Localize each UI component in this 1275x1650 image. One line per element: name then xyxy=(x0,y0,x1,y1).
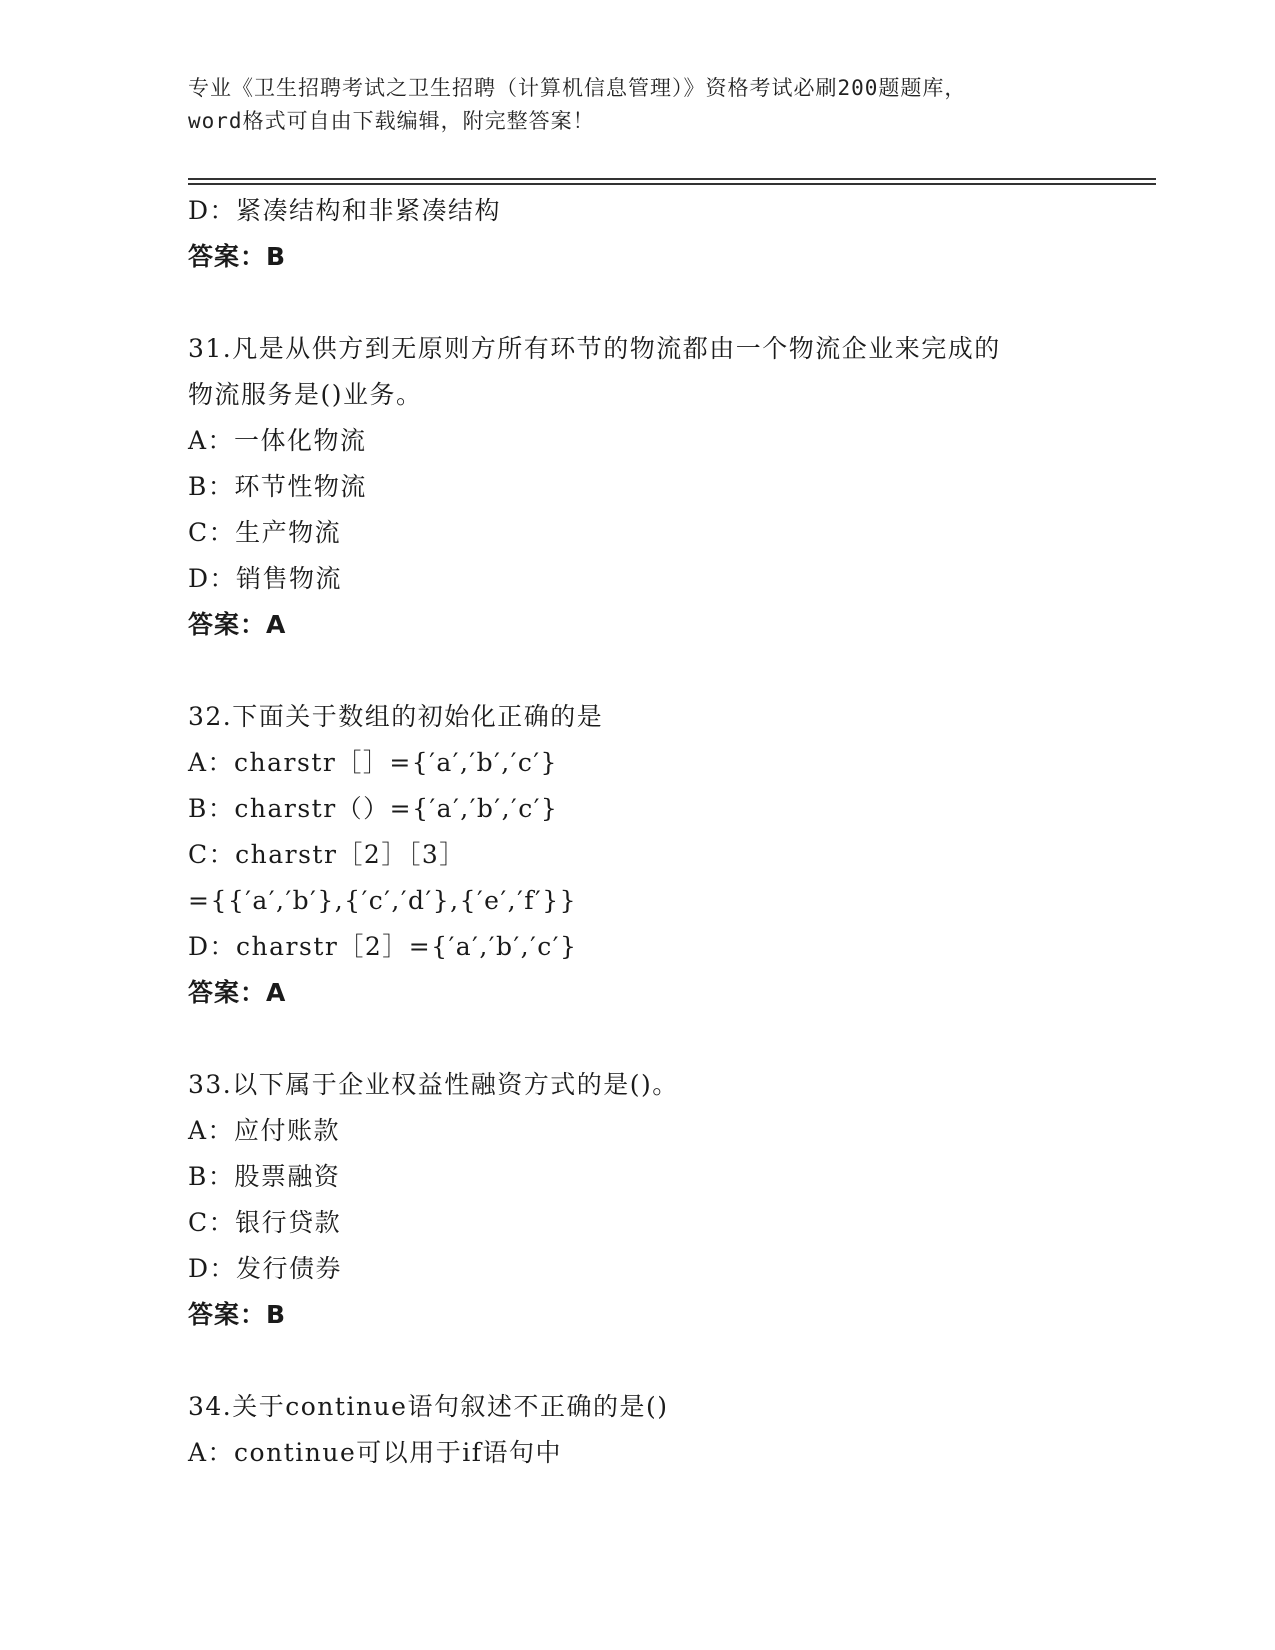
question-stem: 34.关于continue语句叙述不正确的是() xyxy=(188,1392,669,1421)
option-c: C：生产物流 xyxy=(188,518,342,547)
option-a: A：一体化物流 xyxy=(188,426,367,455)
question-stem: 32.下面关于数组的初始化正确的是 xyxy=(188,702,604,731)
option-a: A：应付账款 xyxy=(188,1116,341,1145)
option-d: D：紧凑结构和非紧凑结构 xyxy=(188,196,502,225)
option-a: A：continue可以用于if语句中 xyxy=(188,1438,562,1467)
question-34 xyxy=(188,1384,1148,1476)
option-d: D：charstr［2］={′a′,′b′,′c′} xyxy=(188,932,578,961)
header-line-2: word格式可自由下载编辑，附完整答案！ xyxy=(188,109,595,133)
answer: 答案：A xyxy=(188,978,287,1007)
header-rule-top xyxy=(188,178,1156,180)
question-stem-continued: 物流服务是()业务。 xyxy=(188,380,423,409)
answer: 答案：B xyxy=(188,1300,287,1329)
answer: 答案：B xyxy=(188,242,287,271)
question-32 xyxy=(188,694,1148,1016)
option-b: B：股票融资 xyxy=(188,1162,341,1191)
question-31 xyxy=(188,326,1148,648)
option-b: B：charstr（）={′a′,′b′,′c′} xyxy=(188,794,559,823)
option-c-continued: ={{′a′,′b′},{′c′,′d′},{′e′,′f′}} xyxy=(188,886,578,915)
question-stem: 31.凡是从供方到无原则方所有环节的物流都由一个物流企业来完成的 xyxy=(188,334,1001,363)
question-stem: 33.以下属于企业权益性融资方式的是()。 xyxy=(188,1070,679,1099)
header-rule-bottom xyxy=(188,183,1156,185)
answer: 答案：A xyxy=(188,610,287,639)
carryover-block xyxy=(188,188,1148,280)
document-body xyxy=(188,188,1148,1476)
option-d: D：销售物流 xyxy=(188,564,343,593)
page-header xyxy=(188,72,1088,138)
option-c: C：charstr［2］［3］ xyxy=(188,840,466,869)
option-c: C：银行贷款 xyxy=(188,1208,342,1237)
question-33 xyxy=(188,1062,1148,1338)
option-d: D：发行债券 xyxy=(188,1254,343,1283)
header-line-1: 专业《卫生招聘考试之卫生招聘（计算机信息管理）》资格考试必刷200题题库， xyxy=(188,76,967,100)
option-b: B：环节性物流 xyxy=(188,472,367,501)
option-a: A：charstr［］={′a′,′b′,′c′} xyxy=(188,748,558,777)
